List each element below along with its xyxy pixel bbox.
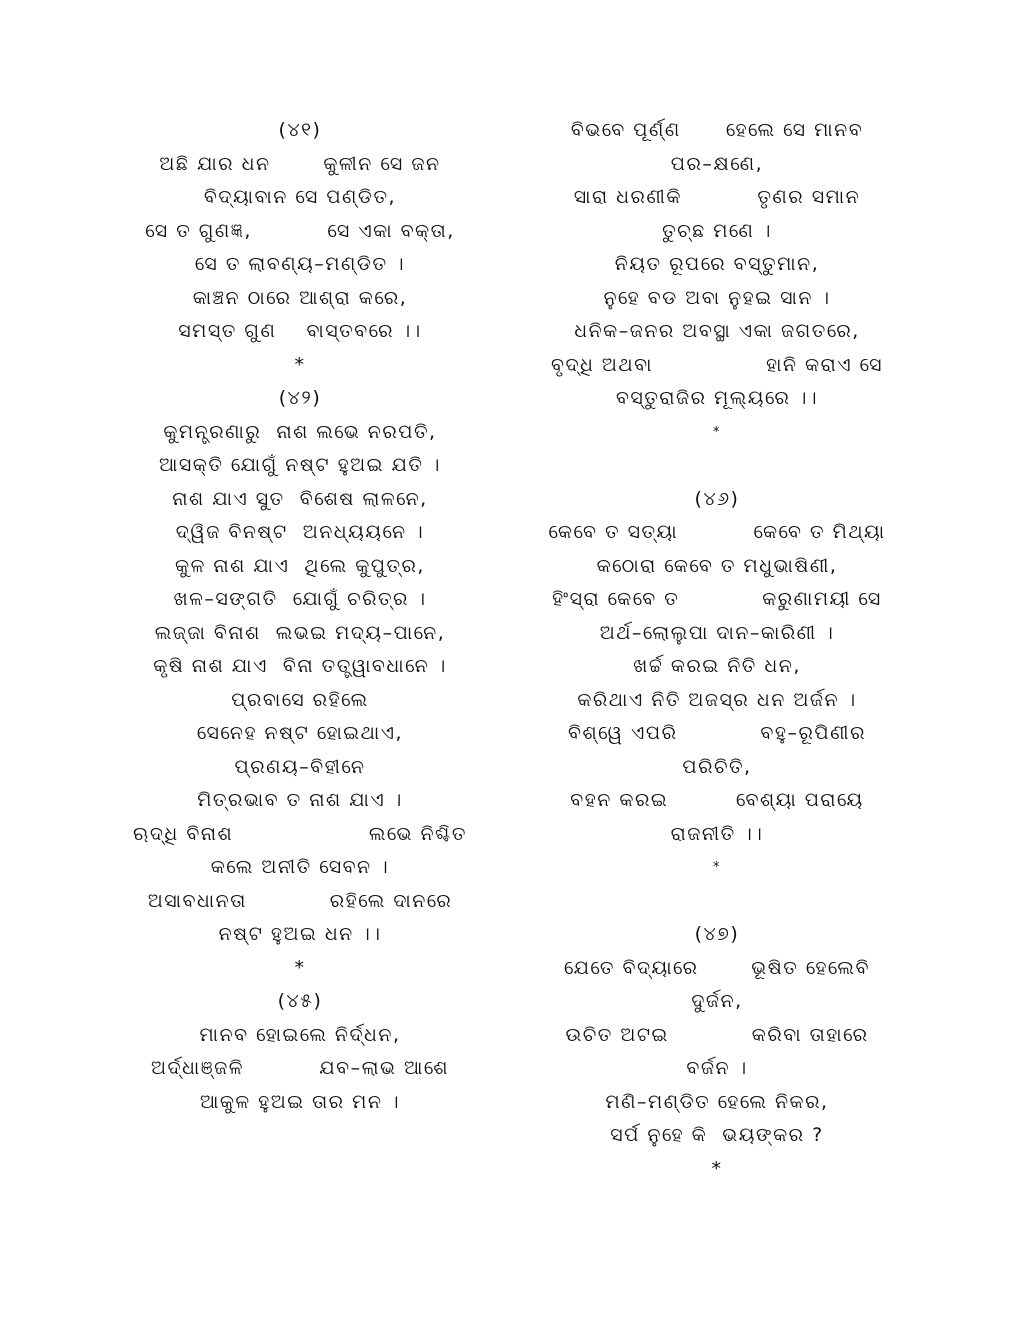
verse-line: ବସ୍ତୁରାଜିର ମୂଲ୍ୟରେ ।। (615, 387, 819, 409)
verse-line: ରାଜନୀତି ।। (670, 822, 764, 845)
verse-line: ଲଜ୍ଜା ବିନାଶ ଲଭଇ ମଦ୍ୟ–ପାନେ, (154, 621, 446, 644)
verse-line: ନାଶ ଯାଏ ସୁତ ବିଶେଷ ଲାଳନେ, (172, 487, 428, 510)
verse-line: ବିଶ୍ୱେ ଏପରି ବହୁ–ରୂପିଣୀର (568, 722, 866, 744)
verse-line: ମାନବ ହୋଇଲେ ନିର୍ଦ୍ଧନ, (199, 1023, 401, 1046)
verse-line: ନିୟତ ରୂପରେ ବସ୍ତୁମାନ, (614, 253, 820, 275)
verse-line: ବୃଦ୍ଧି ଅଥବା ହାନି କରାଏ ସେ (550, 353, 883, 376)
verse-line: ଅର୍ଥ–ଲୋଲୁପା ଦାନ–କାରିଣୀ । (599, 621, 835, 644)
verse-line: ପ୍ରଣୟ–ବିହୀନେ (234, 755, 366, 778)
right-column (527, 114, 907, 1186)
verse-line: ସମସ୍ତ ଗୁଣ ବାସ୍ତବରେ ।। (178, 320, 422, 342)
verse-line: ଯେତେ ବିଦ୍ୟାରେ ଭୂଷିତ ହେଲେବି (564, 956, 870, 979)
verse-line: ଅଛି ଯାର ଧନ କୁଳୀନ ସେ ଜନ (159, 152, 441, 175)
verse-line: ସାରା ଧରଣୀକି ତୃଣର ସମାନ (573, 186, 861, 208)
verse-line: ଖଳ–ସଙ୍ଗତି ଯୋଗୁଁ ଚରିତ୍ର । (173, 588, 427, 610)
verse-line: ଦ୍ୱିଜ ବିନଷ୍ଟ ଅନଧ୍ୟୟନେ । (175, 521, 425, 543)
separator-asterisk: * (713, 860, 721, 875)
verse-line: ମଣି–ମଣ୍ଡିତ ହେଲେ ନିକର, (605, 1090, 829, 1113)
verse-line: ନୁହେ ବଡ ଅବା ନୁହଇ ସାନ । (603, 286, 831, 309)
verse-line: କରିଥାଏ ନିତି ଅଜସ୍ର ଧନ ଅର୍ଜନ । (577, 688, 857, 711)
verse-line: ଉଚିତ ଅଟଇ କରିବା ତାହାରେ (565, 1023, 869, 1046)
verse-line: ସର୍ପ ନୁହେ କି ଭୟଙ୍କର ? (610, 1124, 824, 1146)
verse-number: (୪୨) (278, 387, 322, 409)
blank-line (527, 449, 907, 483)
verse-line: ସେ ତ ଲାବଣ୍ୟ–ମଣ୍ଡିତ । (194, 253, 406, 275)
left-column (110, 114, 490, 1119)
verse-line: ବିଭବେ ପୂର୍ଣ୍ଣ ହେଲେ ସେ ମାନବ (570, 119, 864, 141)
verse-line: କେବେ ତ ସତ୍ୟା କେବେ ତ ମିଥ୍ୟା (548, 521, 886, 543)
verse-line: ହିଂସ୍ରା କେବେ ତ କରୁଣାମୟୀ ସେ (552, 588, 882, 610)
separator-asterisk: * (713, 424, 721, 440)
verse-line: ନଷ୍ଟ ହୁଅଇ ଧନ ।। (218, 923, 382, 945)
verse-line: ପରିଚିତି, (682, 755, 752, 778)
separator-asterisk: * (711, 1157, 723, 1180)
verse-line: ତୁଚ୍ଛ ମଣେ । (662, 219, 772, 242)
verse-line: ମିତ୍ରଭାବ ତ ନାଶ ଯାଏ । (197, 789, 403, 811)
verse-line: ପର–କ୍ଷଣେ, (670, 152, 764, 175)
blank-line (527, 885, 907, 919)
verse-number: (୪୬) (694, 487, 740, 510)
verse-number: (୪୫) (277, 990, 323, 1012)
verse-line: ବହନ କରଇ ବେଶ୍ୟା ପରାୟେ (570, 789, 864, 811)
separator-asterisk: * (294, 353, 306, 376)
verse-line: ସେ ତ ଗୁଣଜ୍ଞ, ସେ ଏକା ବକ୍ତା, (145, 219, 455, 242)
verse-line: କୃଷି ନାଶ ଯାଏ ବିନା ତତ୍ତ୍ୱାବଧାନେ । (153, 655, 447, 677)
verse-line: ଋଦ୍ଧି ବିନାଶ ଲଭେ ନିଶ୍ଚିତ (133, 822, 467, 845)
verse-line: କାଞ୍ଚନ ଠାରେ ଆଶ୍ରା କରେ, (192, 286, 408, 309)
verse-line: ଧନିକ–ଜନର ଅବସ୍ଥା ଏକା ଜଗତରେ, (574, 320, 860, 342)
verse-line: ବିଦ୍ୟାବାନ ସେ ପଣ୍ଡିତ, (203, 186, 397, 208)
verse-line: କଲେ ଅନୀତି ସେବନ । (210, 856, 390, 878)
verse-line: କୁଳ ନାଶ ଯାଏ ଥିଲେ କୁପୁତ୍ର, (175, 554, 425, 577)
verse-line: ଖର୍ଚ୍ଚ କରଇ ନିତି ଧନ, (633, 655, 801, 677)
verse-line: ବର୍ଜନ । (686, 1057, 748, 1079)
verse-line: ଅସାବଧାନତା ରହିଲେ ଦାନରେ (147, 889, 453, 912)
separator-asterisk: * (294, 956, 306, 979)
verse-line: କଠୋରା କେବେ ତ ମଧୁଭାଷିଣୀ, (596, 554, 838, 577)
verse-line: ଅର୍ଦ୍ଧାଞ୍ଜଳି ଯବ–ଲାଭ ଆଶେ (150, 1057, 450, 1079)
verse-line: ଦୁର୍ଜନ, (691, 990, 743, 1012)
verse-line: ସେନେହ ନଷ୍ଟ ହୋଇଥାଏ, (196, 722, 404, 744)
verse-number: (୪୧) (278, 119, 322, 141)
verse-line: ଆକୁଳ ହୁଅଇ ତାର ମନ । (199, 1090, 401, 1113)
verse-line: ଆସକ୍ତି ଯୋଗୁଁ ନଷ୍ଟ ହୁଅଇ ଯତି । (159, 454, 441, 476)
verse-line: କୁମନ୍ତ୍ରଣାରୁ ନାଶ ଲଭେ ନରପତି, (163, 420, 437, 443)
verse-line: ପ୍ରବାସେ ରହିଲେ (231, 688, 369, 711)
verse-number: (୪୭) (694, 923, 740, 945)
